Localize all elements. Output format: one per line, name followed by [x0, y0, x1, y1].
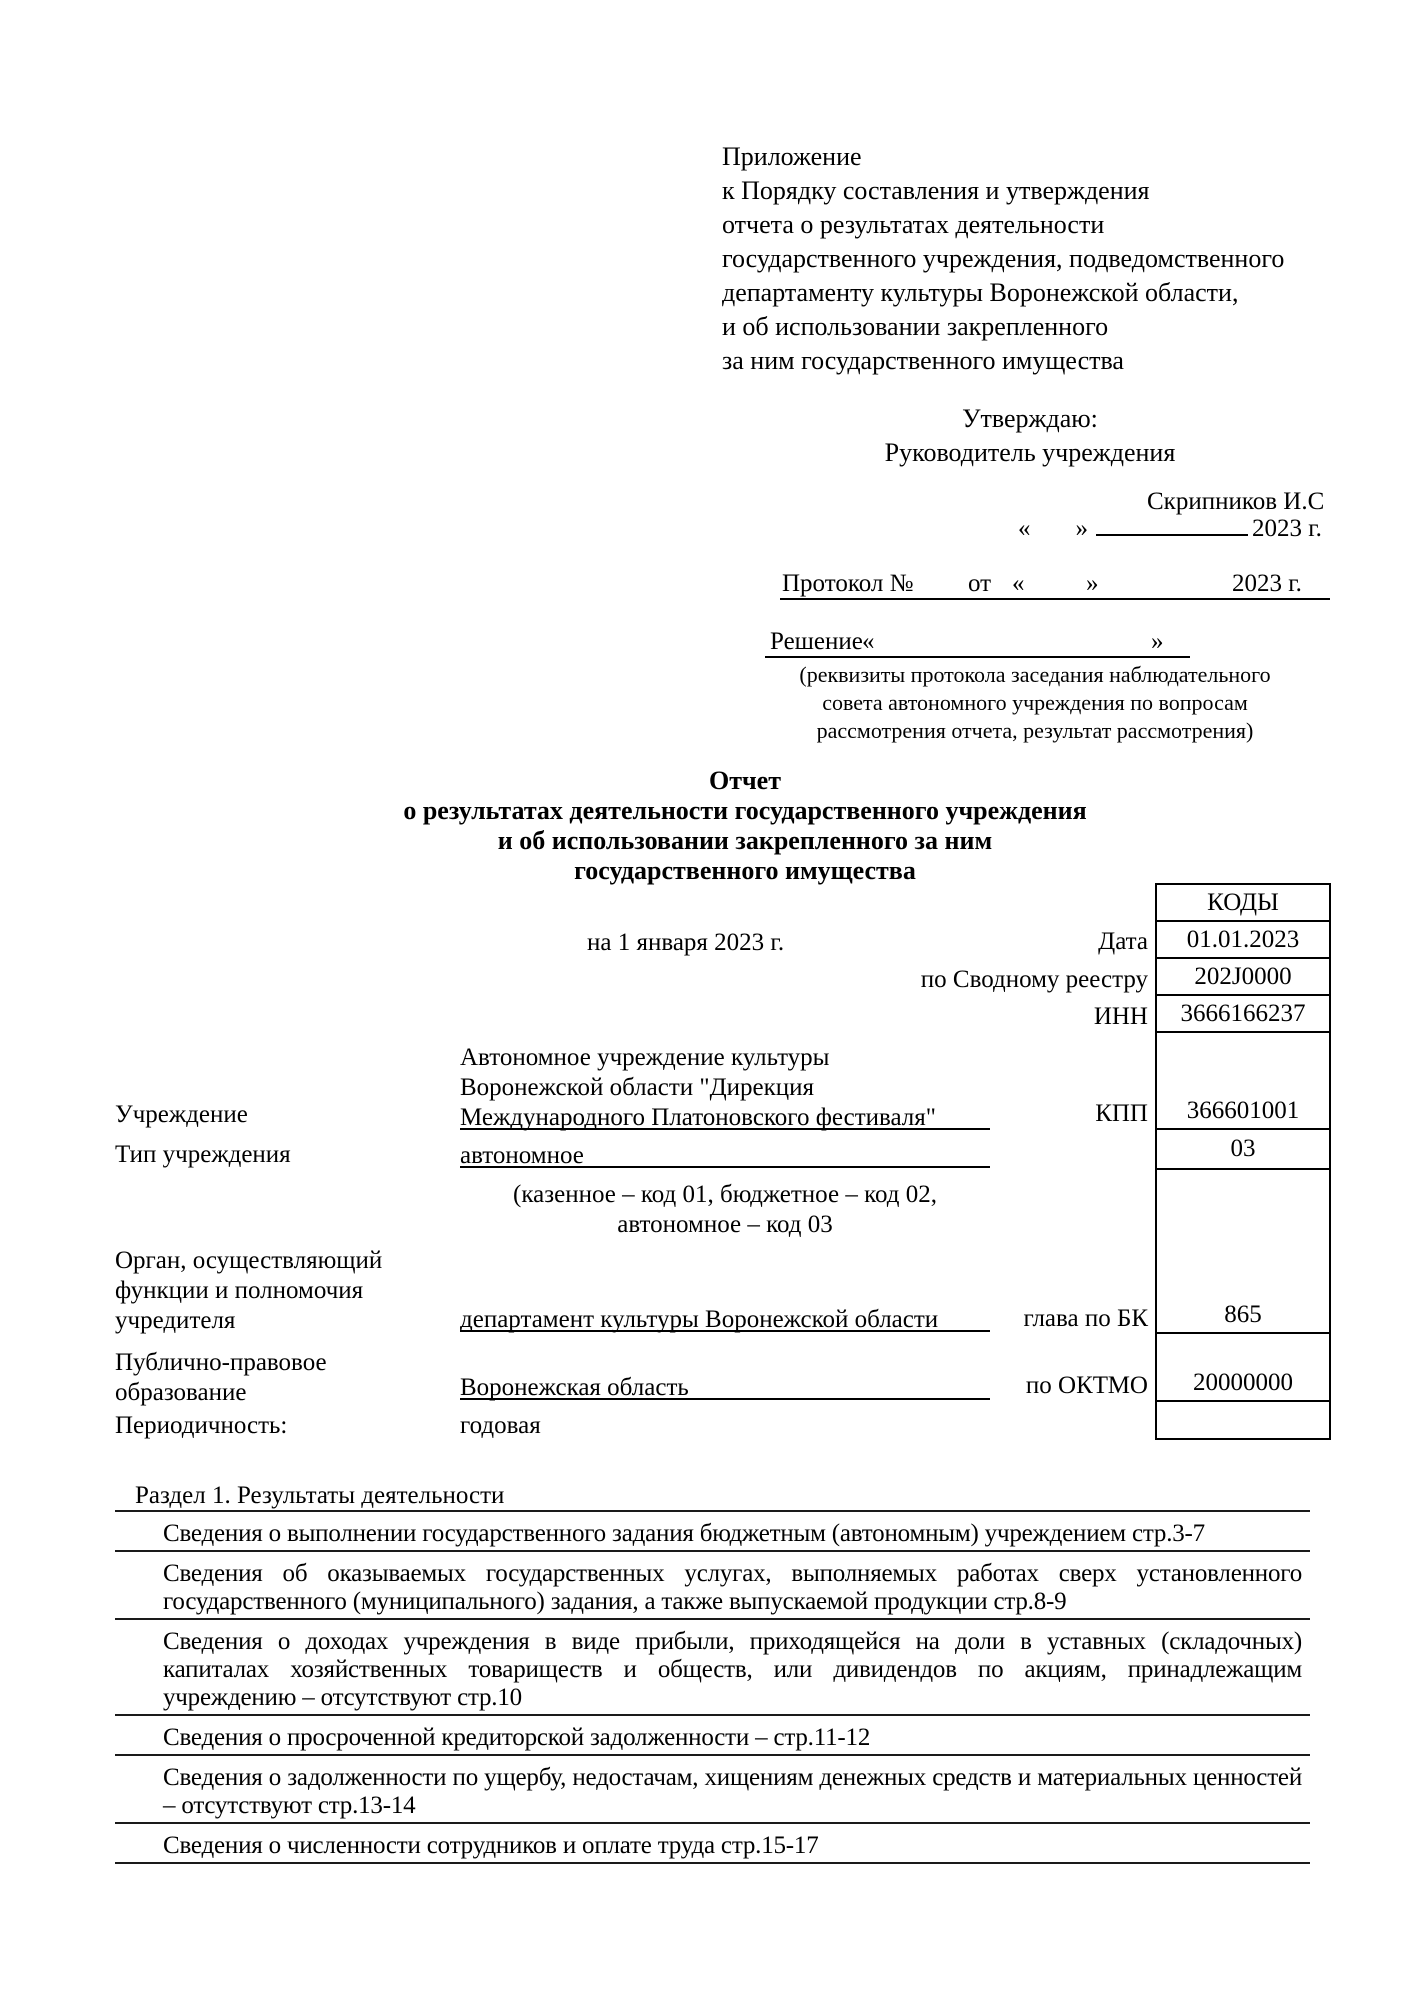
public-entity-value: Воронежская область: [460, 1374, 689, 1401]
approval-word: Утверждаю:: [962, 404, 1098, 433]
protocol-year: 2023 г.: [1232, 570, 1302, 597]
periodicity-value: годовая: [460, 1412, 541, 1439]
approval-block: [770, 402, 1290, 470]
approver-name: Скрипников И.С: [1147, 488, 1325, 515]
title-line: Отчет: [709, 766, 781, 795]
appendix-line: и об использовании закрепленного: [722, 312, 1109, 341]
public-entity-label: [115, 1348, 327, 1408]
institution-underline: [460, 1128, 990, 1130]
registry-value-cell: 202J0000: [1157, 959, 1329, 996]
codes-header-cell: КОДЫ: [1157, 885, 1329, 922]
note-line: рассмотрения отчета, результат рассмотрения): [816, 718, 1254, 743]
approval-year: 2023 г.: [1252, 515, 1322, 542]
codes-table: [1155, 883, 1331, 1440]
institution-value-line: Международного Платоновского фестиваля": [460, 1104, 936, 1131]
decision-label: Решение: [770, 628, 863, 655]
inn-label: ИНН: [1093, 1003, 1148, 1030]
institution-type-value: автономное: [460, 1142, 584, 1169]
institution-type-label: Тип учреждения: [115, 1141, 291, 1168]
appendix-line: за ним государственного имущества: [722, 346, 1124, 375]
founder-underline: [460, 1330, 990, 1332]
section1-item: Сведения о доходах учреждения в виде прибыли, приходящейся на доли в уставных (складочных) капиталах хозяйственных товариществ и обществ, или дивидендов по акциям, принадлежащим учреждению – отсутствуют стр.10: [115, 1620, 1310, 1716]
founder-organ-label: [115, 1246, 382, 1336]
decision-line: [765, 628, 1190, 658]
bk-value-cell: 865: [1157, 1170, 1329, 1334]
type-underline: [460, 1166, 990, 1168]
appendix-line: Приложение: [722, 142, 862, 171]
open-quote: «: [862, 628, 875, 655]
section1: [115, 1477, 1310, 1864]
decision-note: [775, 661, 1295, 745]
title-line: государственного имущества: [574, 856, 916, 885]
close-quote: »: [1075, 515, 1088, 542]
type-note-line: (казенное – код 01, бюджетное – код 02,: [513, 1181, 937, 1208]
section1-item: Сведения о численности сотрудников и оплате труда стр.15-17: [115, 1824, 1310, 1864]
founder-label-line: учредителя: [115, 1307, 236, 1334]
protocol-line: [780, 570, 1330, 600]
ppo-underline: [460, 1398, 990, 1400]
institution-value-line: Воронежской области "Дирекция: [460, 1074, 815, 1101]
date-blank-line: [1096, 514, 1248, 536]
close-quote: »: [1086, 570, 1099, 597]
close-quote: »: [1151, 628, 1164, 655]
approver-role: Руководитель учреждения: [884, 438, 1176, 467]
as-of-date: на 1 января 2023 г.: [587, 929, 785, 956]
type-code-note: [460, 1180, 990, 1240]
kpp-value-cell: 366601001: [1157, 1033, 1329, 1130]
appendix-line: департаменту культуры Воронежской области,: [722, 278, 1239, 307]
oktmo-label: по ОКТМО: [1025, 1372, 1148, 1399]
section1-item: Сведения об оказываемых государственных услугах, выполняемых работах сверх установленного государственного (муниципального) задания, а также выпускаемой продукции стр.8-9: [115, 1552, 1310, 1620]
periodicity-label: Периодичность:: [115, 1412, 288, 1439]
approval-date-line: [1018, 514, 1322, 543]
kpp-label: КПП: [1095, 1100, 1148, 1127]
appendix-block: [722, 140, 1284, 378]
section1-item: Сведения о выполнении государственного задания бюджетным (автономным) учреждением стр.3-7: [115, 1512, 1310, 1552]
note-line: (реквизиты протокола заседания наблюдательного: [799, 662, 1271, 687]
institution-value: [460, 1043, 990, 1133]
founder-organ-value: департамент культуры Воронежской области: [460, 1306, 939, 1333]
note-line: совета автономного учреждения по вопросам: [822, 690, 1248, 715]
ppo-label-line: Публично-правовое: [115, 1349, 327, 1376]
section1-item: Сведения о просроченной кредиторской задолженности – стр.11-12: [115, 1716, 1310, 1756]
bk-chapter-label: глава по БК: [1023, 1305, 1148, 1332]
section1-item: Сведения о задолженности по ущербу, недостачам, хищениям денежных средств и материальных ценностей – отсутствуют стр.13-14: [115, 1756, 1310, 1824]
open-quote: «: [1012, 570, 1025, 597]
type-code-cell: 03: [1157, 1130, 1329, 1170]
empty-cell: [1157, 1402, 1329, 1438]
protocol-label: Протокол №: [782, 570, 914, 597]
institution-value-line: Автономное учреждение культуры: [460, 1044, 830, 1071]
founder-label-line: функции и полномочия: [115, 1277, 364, 1304]
title-line: и об использовании закрепленного за ним: [497, 826, 993, 855]
appendix-line: государственного учреждения, подведомственного: [722, 244, 1285, 273]
title-line: о результатах деятельности государственного учреждения: [403, 796, 1087, 825]
ppo-label-line: образование: [115, 1379, 247, 1406]
inn-value-cell: 3666166237: [1157, 996, 1329, 1033]
open-quote: «: [1018, 515, 1031, 542]
section1-heading: Раздел 1. Результаты деятельности: [115, 1477, 1310, 1512]
oktmo-value-cell: 20000000: [1157, 1334, 1329, 1402]
date-value-cell: 01.01.2023: [1157, 922, 1329, 959]
type-note-line: автономное – код 03: [617, 1211, 833, 1238]
report-title: [395, 766, 1095, 886]
protocol-from: от: [968, 570, 992, 597]
appendix-line: к Порядку составления и утверждения: [722, 176, 1150, 205]
founder-label-line: Орган, осуществляющий: [115, 1247, 383, 1274]
registry-label: по Сводному реестру: [920, 966, 1148, 993]
date-label: Дата: [1098, 928, 1148, 955]
institution-label: Учреждение: [115, 1101, 248, 1128]
appendix-line: отчета о результатах деятельности: [722, 210, 1105, 239]
